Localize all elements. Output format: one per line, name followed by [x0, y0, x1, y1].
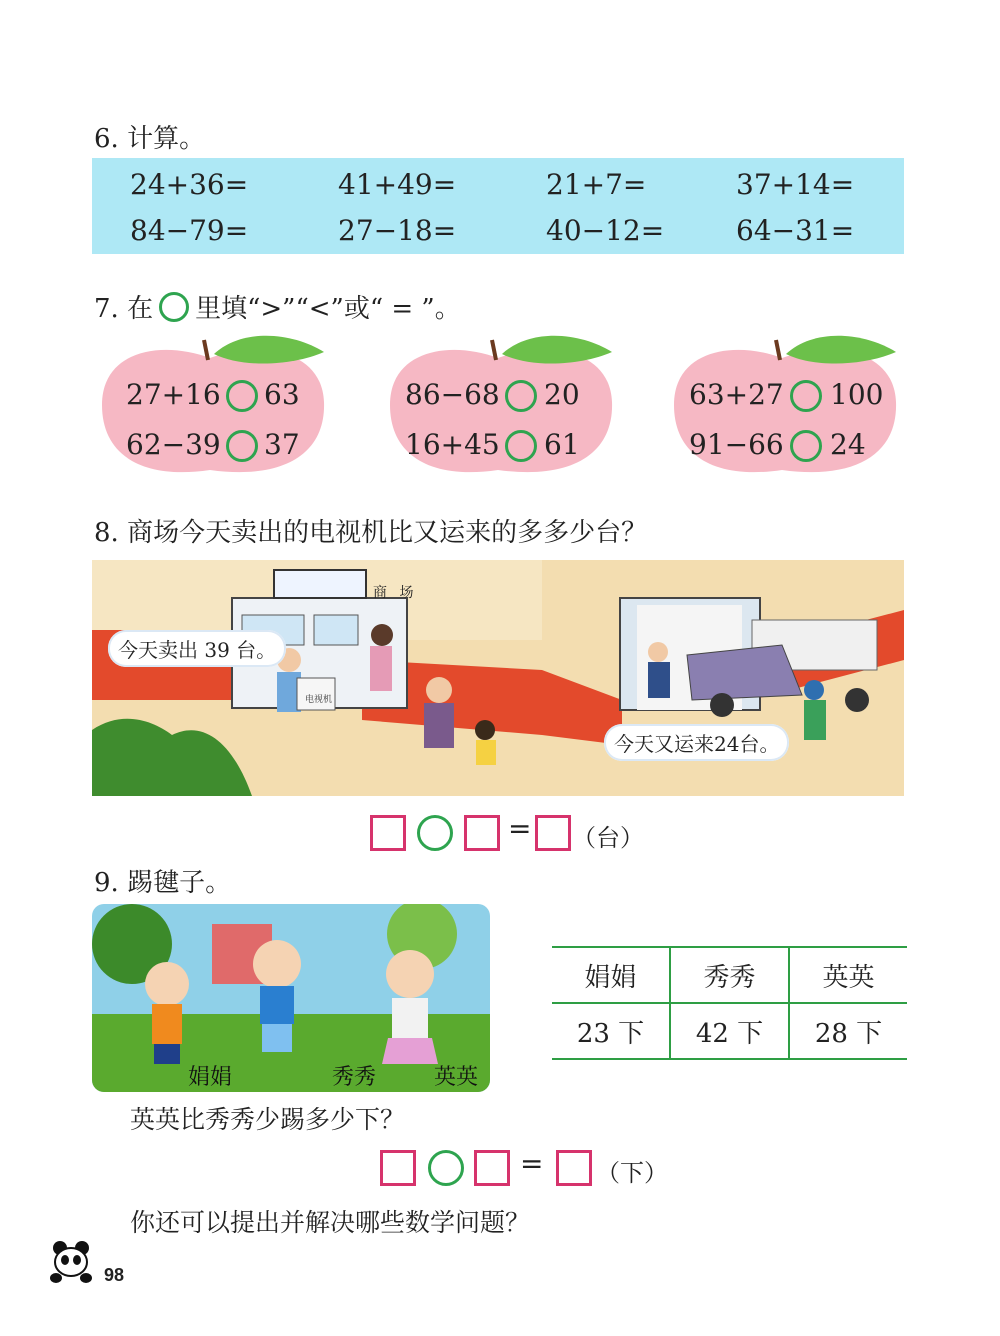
calc-item: 64−31= [736, 214, 855, 247]
apple-value: 37 [264, 428, 300, 461]
apple-value: 100 [830, 378, 884, 411]
speech-bubble-arrived: 今天又运来24台。 [604, 724, 789, 761]
calc-item: 40−12= [546, 214, 665, 247]
kids-playing-scene [92, 904, 490, 1092]
calc-item: 21+7= [546, 168, 647, 201]
calc-item: 41+49= [338, 168, 457, 201]
q9-more: 你还可以提出并解决哪些数学问题？ [130, 1208, 531, 1237]
store-scene [92, 560, 904, 796]
q7-title-pre: 7. 在 [94, 294, 154, 324]
apple-expr: 27+16 [126, 378, 221, 411]
kid-label: 英英 [434, 1065, 479, 1090]
answer-box[interactable] [474, 1150, 510, 1186]
table-cell: 28 下 [789, 1003, 907, 1059]
unit-label: （台） [572, 824, 644, 852]
calc-item: 37+14= [736, 168, 855, 201]
compare-circle[interactable] [226, 430, 258, 462]
apple-value: 61 [544, 428, 580, 461]
q6-title: 6. 计算。 [94, 124, 206, 154]
q7-title [94, 288, 461, 325]
operator-circle[interactable] [417, 815, 453, 851]
q7-title-post: 里填“>”“<”或“ = ”。 [195, 294, 461, 324]
table-header-cell: 娟娟 [552, 947, 670, 1003]
answer-box[interactable] [380, 1150, 416, 1186]
answer-box[interactable] [370, 815, 406, 851]
table-header-cell: 秀秀 [670, 947, 789, 1003]
compare-circle[interactable] [790, 430, 822, 462]
store-sign: 商 场 [373, 585, 418, 601]
compare-circle[interactable] [505, 430, 537, 462]
apple-value: 24 [830, 428, 866, 461]
circle-icon [159, 292, 189, 322]
compare-circle[interactable] [790, 380, 822, 412]
answer-box[interactable] [464, 815, 500, 851]
compare-circle[interactable] [505, 380, 537, 412]
answer-box[interactable] [556, 1150, 592, 1186]
apple-expr: 63+27 [689, 378, 784, 411]
table-cell: 23 下 [552, 1003, 670, 1059]
panda-icon [48, 1238, 94, 1284]
apple-expr: 86−68 [405, 378, 500, 411]
apple-value: 63 [264, 378, 300, 411]
table-header-cell: 英英 [789, 947, 907, 1003]
operator-circle[interactable] [428, 1150, 464, 1186]
calc-item: 27−18= [338, 214, 457, 247]
table-row [552, 1003, 907, 1059]
unit-label: （下） [596, 1159, 668, 1187]
kid-label: 娟娟 [188, 1065, 233, 1090]
q9-question: 英英比秀秀少踢多少下？ [130, 1105, 406, 1134]
page-number: 98 [104, 1265, 125, 1285]
apple-expr: 16+45 [405, 428, 500, 461]
table-header-row [552, 947, 907, 1003]
box-label: 电视机 [305, 695, 333, 705]
compare-circle[interactable] [226, 380, 258, 412]
answer-box[interactable] [535, 815, 571, 851]
table-cell: 42 下 [670, 1003, 789, 1059]
q9-title: 9. 踢毽子。 [94, 868, 232, 898]
calc-item: 84−79= [130, 214, 249, 247]
speech-bubble-sold: 今天卖出 39 台。 [108, 630, 286, 667]
apple-expr: 62−39 [126, 428, 221, 461]
apple-expr: 91−66 [689, 428, 784, 461]
q8-title: 8. 商场今天卖出的电视机比又运来的多多少台？ [94, 518, 648, 548]
kick-count-table [552, 946, 907, 1060]
apple-value: 20 [544, 378, 580, 411]
calc-item: 24+36= [130, 168, 249, 201]
equals-sign: = [508, 812, 532, 845]
equals-sign: = [520, 1147, 544, 1180]
kid-label: 秀秀 [332, 1065, 377, 1090]
